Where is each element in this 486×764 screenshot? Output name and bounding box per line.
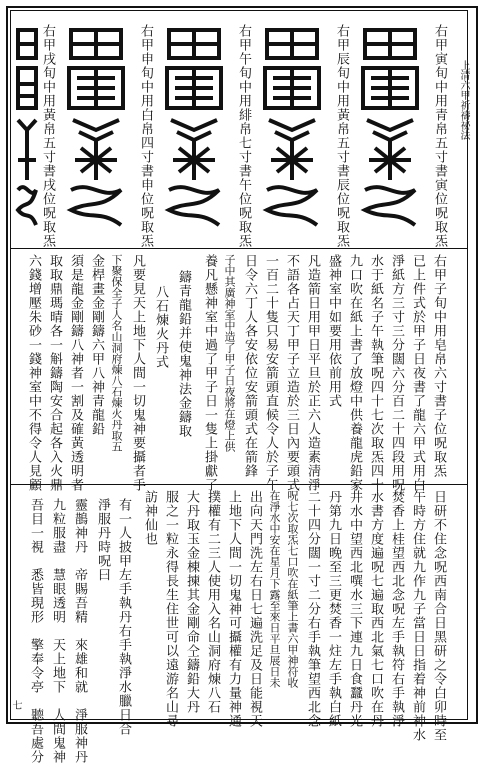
text-column: 已上件式於甲子日夜書了龍六甲式用白 <box>410 254 425 492</box>
text-column: 九口吹在紙上書了放燈中供養龍虎鉛家 <box>347 254 362 492</box>
text-column: 須是龍金剛鑄八神者一割及確黃透明者 <box>68 254 83 492</box>
text-column: 一百二十隻只易安箭頭直候令人於子午 <box>263 254 278 492</box>
text-column: 呪七次取炁七口吹在紙筆上書六甲神符收 <box>286 490 299 688</box>
text-column: 六錢增壓朱砂一錢神室中不得令人見顧 <box>26 254 41 492</box>
verse-column: 吾目一視 悉皆現形 擎奉令亭 聽吾處分 <box>28 498 43 764</box>
text-column: 凡要見天上地下人間一切鬼神要攝者手 <box>130 254 145 492</box>
text-column: 撲權有二三人使用入名山洞府煉八石 <box>205 490 220 714</box>
text-column: 午時方住就九作九子當日日指着神前神水 <box>410 490 425 742</box>
talisman-seal-icon <box>61 20 131 240</box>
section-title: 八石煉火丹式 <box>153 285 168 369</box>
text-column: 有一人披甲左手執丹右手執淨水臘日合 <box>116 498 131 736</box>
text-column: 淨服丹時呪曰 <box>95 498 110 582</box>
text-column: 盛神室中如要用依前用式 <box>326 254 341 408</box>
text-column: 水于紙名子午執筆呪四十七次取炁四十 <box>368 254 383 492</box>
text-column: 在淨水中安在星月下露至來日平旦展日未 <box>268 490 281 688</box>
text-column: 淨紙方三寸三分闊六分百二十四段用呪 <box>389 254 404 492</box>
text-column: 日令六丁人各安依位安箭頭式在箭鋒 <box>242 254 257 478</box>
text-column: 金桿畫金剛鑄六甲八神青龍鉛 <box>89 254 104 436</box>
talisman-seal-icon <box>159 20 229 240</box>
text-column: 上地下人間一切鬼神可攝權有力量神通 <box>226 490 241 728</box>
talisman-seal-icon <box>14 20 40 240</box>
text-column: 服之一粒永得長生住世可以遠游名山尋 <box>163 490 178 728</box>
text-column: 取取鼎瑪晴各一斛鑄陶安合起各入火鼎 <box>47 254 62 492</box>
text-column: 不語各占天丁甲子立造於三日內要頭式 <box>284 254 299 492</box>
verse-column: 九粒服盡 慧眼透明 天上地下 人間鬼神 <box>50 498 65 764</box>
text-column: 丹第九日晚至三更焚香一炷左手執白紙 <box>326 490 341 728</box>
talisman-heading-2: 右甲辰旬中用黃帛五寸書辰位呪取炁 <box>334 24 349 248</box>
talisman-seal-icon <box>355 20 425 240</box>
text-column: 下聚保全子人名山洞府煉八石煉火丹取五 <box>110 254 123 452</box>
text-column: 井水中望西北噀水三下連九日食蠶丹光 <box>347 490 362 728</box>
text-column: 右甲子旬中用皂帛六寸書子位呪取炁 <box>431 254 446 478</box>
verse-column: 靈鵲神丹 帝賜吾精 來雄和就 淨服神丹 <box>72 498 87 764</box>
text-column: 焚香上桂望西北念呪左手執符右手執淨 <box>389 490 404 728</box>
text-column: 凡造箭日用甲日平旦於正六人造素淸淨 <box>305 254 320 492</box>
text-column: 出向天門洗左右日七遍洗足及日能視天 <box>247 490 262 728</box>
margin-label: 上清六甲祈禱祕法 <box>458 60 469 140</box>
text-column: 二十四分闊一寸二分右手執筆望西北念 <box>305 490 320 728</box>
text-column: 子中其廣神室中造了甲子日夜將在燈上供 <box>223 254 236 452</box>
text-column: 水書方度遍呪七遍取西北氣七口吹在丹 <box>368 490 383 728</box>
talisman-seal-icon <box>257 20 327 240</box>
text-column: 養凡懸神室中過了甲子日一隻上掛獻了 <box>202 254 217 492</box>
section-title: 鑄青龍鉛并使鬼神法金鑄取 <box>176 270 191 438</box>
text-column: 大丹取玉金棟揀其金剛命仝鑄鉛大丹 <box>184 490 199 714</box>
page-number: 七 <box>10 700 21 710</box>
talisman-heading-4: 右甲申旬中用白帛四寸書申位呪取炁 <box>138 24 153 248</box>
talisman-heading-3: 右甲午旬中用緋帛七寸書午位呪取炁 <box>236 24 251 248</box>
talisman-heading-5: 右甲戌旬中用黃帛五寸書戌位呪取炁 <box>40 24 55 248</box>
talisman-heading-1: 右甲寅旬中用青帛五寸書寅位呪取炁 <box>432 24 447 248</box>
text-column: 訪神仙也 <box>142 490 157 546</box>
section-divider-top <box>10 248 468 249</box>
text-column: 日研不住念呪西南合日黑研之令白卯時至 <box>431 490 446 742</box>
